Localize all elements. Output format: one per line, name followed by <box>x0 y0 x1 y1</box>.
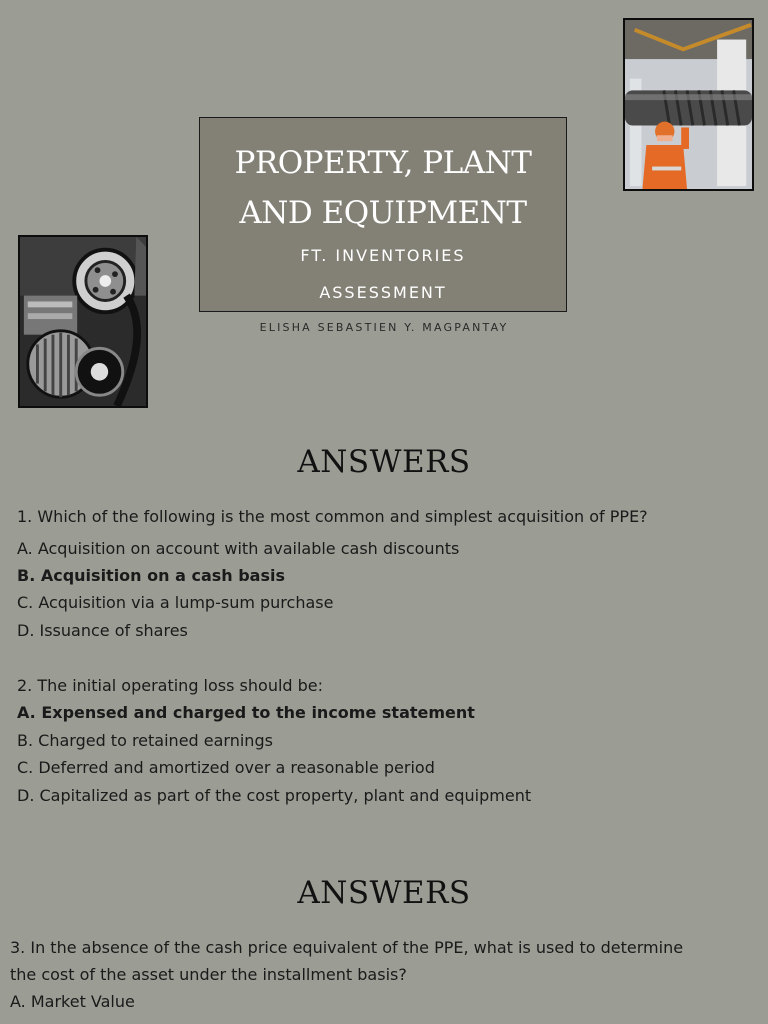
answers-heading-2: ANSWERS <box>297 875 471 911</box>
q3-option-a: A. Market Value <box>10 992 135 1011</box>
engine-pulleys-photo <box>18 235 148 408</box>
q1-option-a: A. Acquisition on account with available cash discounts <box>17 539 460 558</box>
q2-option-c: C. Deferred and amortized over a reasonable period <box>17 758 435 777</box>
q1-option-d: D. Issuance of shares <box>17 621 188 640</box>
q2-option-a-correct: A. Expensed and charged to the income statement <box>17 703 475 722</box>
page-title-line1: PROPERTY, PLANT <box>234 145 532 181</box>
q1-option-c: C. Acquisition via a lump-sum purchase <box>17 593 334 612</box>
author-name: ELISHA SEBASTIEN Y. MAGPANTAY <box>259 321 509 334</box>
subtitle-inventories: FT. INVENTORIES <box>300 246 466 265</box>
q1-option-b-correct: B. Acquisition on a cash basis <box>17 566 285 585</box>
q2-option-b: B. Charged to retained earnings <box>17 731 273 750</box>
question-1: 1. Which of the following is the most common and simplest acquisition of PPE? <box>17 507 648 526</box>
title-box <box>199 117 567 312</box>
subtitle-assessment: ASSESSMENT <box>319 283 447 302</box>
page-title-line2: AND EQUIPMENT <box>239 195 527 231</box>
answers-heading: ANSWERS <box>297 444 471 480</box>
industrial-worker-photo <box>623 18 754 191</box>
question-3-line2: the cost of the asset under the installment basis? <box>10 965 407 984</box>
question-2: 2. The initial operating loss should be: <box>17 676 324 695</box>
question-3-line1: 3. In the absence of the cash price equivalent of the PPE, what is used to determine <box>10 938 684 957</box>
q2-option-d: D. Capitalized as part of the cost property, plant and equipment <box>17 786 532 805</box>
